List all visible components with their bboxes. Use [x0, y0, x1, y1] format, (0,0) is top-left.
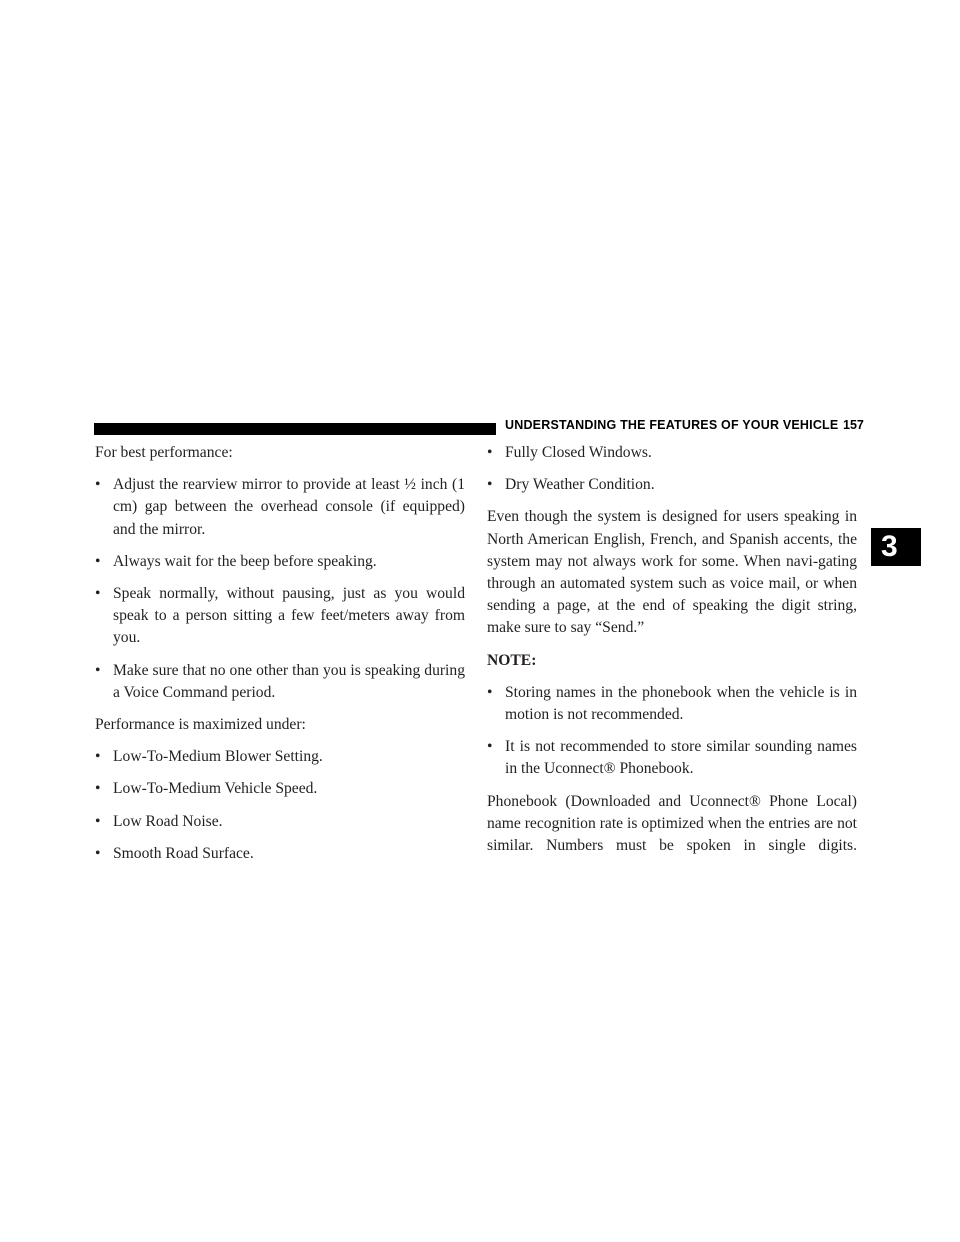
list-item-text: Smooth Road Surface. [113, 844, 254, 862]
list-item-text: Low-To-Medium Blower Setting. [113, 748, 323, 766]
bullet-icon: • [95, 585, 101, 603]
list-item [95, 811, 465, 833]
list-item-text: Speak normally, without pausing, just as you would speak to a person sitting a few feet/meters away from you. [113, 585, 465, 647]
list-item-text: Storing names in the phonebook when the vehicle is in motion is not recommended. [505, 683, 857, 724]
performance-intro: Performance is maximized under: [95, 716, 306, 734]
bullet-icon: • [487, 683, 493, 701]
left-column [95, 442, 465, 875]
list-item-text: Make sure that no one other than you is speaking during a Voice Command period. [113, 661, 465, 701]
bullet-icon: • [487, 476, 493, 494]
closing-paragraph: Phonebook (Downloaded and Uconnect® Phone Local) name recognition rate is optimized when the entries are not similar. Numbers must be spoken in single digits. [487, 792, 857, 855]
intro-text: For best performance: [95, 444, 233, 461]
right-column [487, 442, 857, 867]
bullet-icon: • [95, 476, 101, 494]
list-item [487, 442, 857, 464]
list-item-text: Adjust the rearview mirror to provide at least ½ inch (1 cm) gap between the overhead console (if equipped) and the mirror. [113, 476, 465, 538]
list-item [95, 474, 465, 541]
list-item [95, 583, 465, 650]
list-item [95, 746, 465, 768]
list-item [95, 551, 465, 573]
list-item-text: Low Road Noise. [113, 812, 223, 830]
list-item [95, 843, 465, 865]
bullet-icon: • [95, 780, 101, 798]
bullet-icon: • [95, 748, 101, 766]
accent-paragraph: Even though the system is designed for users speaking in North American English, French, and Spanish accents, the system may not always work for some. When navi-gating through an automated system such as voice mail, or when sending a page, at the end of speaking the digit string, make sure to say “Send.” [487, 508, 857, 637]
list-item-text: Always wait for the beep before speaking. [113, 552, 377, 570]
bullet-icon: • [95, 844, 101, 862]
list-item-text: It is not recommended to store similar sounding names in the Uconnect® Phonebook. [505, 738, 857, 778]
chapter-tab [871, 528, 921, 566]
list-item [487, 682, 857, 726]
bullet-icon: • [95, 812, 101, 830]
list-item [95, 660, 465, 704]
bullet-icon: • [95, 661, 101, 679]
list-item-text: Dry Weather Condition. [505, 476, 655, 494]
list-item [487, 474, 857, 496]
list-item-text: Low-To-Medium Vehicle Speed. [113, 780, 318, 798]
bullet-icon: • [95, 552, 101, 570]
list-item [95, 778, 465, 800]
note-label: NOTE: [487, 651, 537, 669]
page-number: 157 [843, 418, 864, 432]
list-item-text: Fully Closed Windows. [505, 444, 652, 461]
chapter-number: 3 [881, 530, 898, 563]
header-rule [94, 423, 496, 435]
bullet-icon: • [487, 444, 493, 461]
section-title: UNDERSTANDING THE FEATURES OF YOUR VEHICLE [505, 418, 839, 432]
list-item [487, 736, 857, 780]
bullet-icon: • [487, 738, 493, 756]
